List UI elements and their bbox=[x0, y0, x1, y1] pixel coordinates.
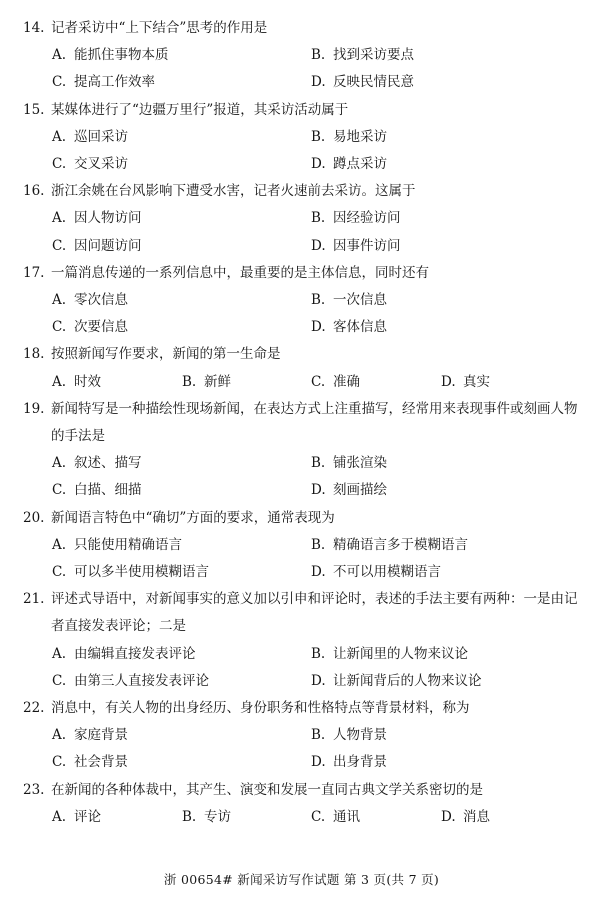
option-text: 一次信息 bbox=[333, 292, 387, 309]
answer-option bbox=[311, 532, 571, 559]
answer-option bbox=[52, 151, 311, 178]
option-text: 让新闻里的人物来议论 bbox=[333, 645, 468, 662]
question-number: 19. bbox=[23, 400, 45, 417]
option-letter: B. bbox=[311, 645, 326, 662]
option-row bbox=[0, 804, 603, 831]
question-text: 消息中，有关人物的出身经历、身份职务和性格特点等背景材料，称为 bbox=[51, 700, 470, 717]
option-text: 不可以用模糊语言 bbox=[333, 564, 441, 581]
question-number: 22. bbox=[23, 700, 45, 717]
answer-option bbox=[52, 42, 311, 69]
question-block bbox=[0, 178, 603, 260]
option-row bbox=[0, 722, 603, 749]
option-letter: C. bbox=[52, 156, 67, 173]
question-number: 17. bbox=[23, 264, 45, 281]
option-text: 准确 bbox=[333, 373, 360, 390]
answer-option bbox=[311, 369, 441, 396]
option-letter: B. bbox=[311, 536, 326, 553]
answer-option bbox=[52, 450, 311, 477]
option-text: 易地采访 bbox=[333, 128, 387, 145]
question-number: 23. bbox=[23, 781, 45, 798]
option-text: 蹲点采访 bbox=[333, 156, 387, 173]
option-letter: B. bbox=[182, 808, 197, 825]
option-row bbox=[0, 559, 603, 586]
answer-option bbox=[52, 369, 182, 396]
answer-option bbox=[311, 124, 571, 151]
option-letter: D. bbox=[311, 564, 326, 581]
option-letter: B. bbox=[311, 47, 326, 64]
question-block bbox=[0, 260, 603, 342]
option-text: 通讯 bbox=[333, 808, 360, 825]
option-text: 铺张渲染 bbox=[333, 455, 387, 472]
question-number: 14. bbox=[23, 20, 45, 36]
question-text: 在新闻的各种体裁中，其产生、演变和发展一直同古典文学关系密切的是 bbox=[51, 781, 483, 798]
question-block bbox=[0, 505, 603, 587]
answer-option bbox=[52, 287, 311, 314]
answer-option bbox=[52, 314, 311, 341]
answer-option bbox=[52, 477, 311, 504]
option-letter: D. bbox=[311, 672, 326, 689]
answer-option bbox=[311, 722, 571, 749]
answer-option bbox=[52, 124, 311, 151]
answer-option bbox=[311, 205, 571, 232]
option-text: 由第三人直接发表评论 bbox=[74, 672, 209, 689]
option-text: 因经验访问 bbox=[333, 210, 401, 227]
answer-option bbox=[52, 804, 182, 831]
option-letter: A. bbox=[52, 128, 67, 145]
option-letter: C. bbox=[311, 373, 326, 390]
option-text: 因人物访问 bbox=[74, 210, 142, 227]
option-row bbox=[0, 477, 603, 504]
option-letter: C. bbox=[52, 237, 67, 254]
option-letter: C. bbox=[52, 74, 67, 91]
option-row bbox=[0, 42, 603, 69]
option-letter: A. bbox=[52, 536, 67, 553]
option-letter: A. bbox=[52, 373, 67, 390]
answer-option bbox=[441, 804, 571, 831]
option-letter: D. bbox=[311, 156, 326, 173]
question-stem bbox=[0, 396, 603, 450]
option-text: 社会背景 bbox=[74, 754, 128, 771]
option-letter: D. bbox=[311, 74, 326, 91]
option-letter: B. bbox=[311, 727, 326, 744]
answer-option bbox=[311, 641, 571, 668]
answer-option bbox=[52, 641, 311, 668]
option-letter: C. bbox=[311, 808, 326, 825]
option-text: 评论 bbox=[74, 808, 101, 825]
answer-option bbox=[52, 233, 311, 260]
option-text: 次要信息 bbox=[74, 319, 128, 336]
option-letter: B. bbox=[311, 128, 326, 145]
option-row bbox=[0, 369, 603, 396]
option-text: 能抓住事物本质 bbox=[74, 47, 169, 64]
option-row bbox=[0, 450, 603, 477]
question-text: 按照新闻写作要求，新闻的第一生命是 bbox=[51, 346, 281, 363]
option-row bbox=[0, 668, 603, 695]
option-letter: C. bbox=[52, 754, 67, 771]
option-text: 因问题访问 bbox=[74, 237, 142, 254]
option-letter: B. bbox=[311, 292, 326, 309]
question-list bbox=[0, 15, 603, 831]
question-stem bbox=[0, 260, 603, 287]
option-letter: A. bbox=[52, 645, 67, 662]
page-footer: 浙 00654# 新闻采访写作试题 第 3 页(共 7 页) bbox=[163, 872, 440, 887]
question-block bbox=[0, 396, 603, 505]
option-row bbox=[0, 124, 603, 151]
option-text: 让新闻背后的人物来议论 bbox=[333, 672, 482, 689]
option-letter: A. bbox=[52, 292, 67, 309]
option-letter: B. bbox=[311, 455, 326, 472]
option-row bbox=[0, 205, 603, 232]
question-block bbox=[0, 341, 603, 395]
answer-option bbox=[311, 749, 571, 776]
answer-option bbox=[311, 42, 571, 69]
answer-option bbox=[311, 287, 571, 314]
option-letter: D. bbox=[441, 808, 456, 825]
option-row bbox=[0, 641, 603, 668]
answer-option bbox=[311, 69, 571, 96]
option-letter: D. bbox=[441, 373, 456, 390]
option-text: 白描、细描 bbox=[74, 482, 142, 499]
answer-option bbox=[52, 559, 311, 586]
question-number: 18. bbox=[23, 346, 45, 363]
answer-option bbox=[52, 532, 311, 559]
question-number: 15. bbox=[23, 101, 45, 118]
option-letter: C. bbox=[52, 672, 67, 689]
option-row bbox=[0, 151, 603, 178]
option-letter: D. bbox=[311, 237, 326, 254]
question-stem bbox=[0, 178, 603, 205]
option-letter: D. bbox=[311, 754, 326, 771]
question-number: 20. bbox=[23, 509, 45, 526]
option-letter: A. bbox=[52, 455, 67, 472]
question-text: 评述式导语中，对新闻事实的意义加以引申和评论时，表述的手法主要有两种：一是由记者直接发表评论；二是 bbox=[51, 591, 578, 635]
question-text: 某媒体进行了“边疆万里行”报道，其采访活动属于 bbox=[51, 101, 349, 118]
answer-option bbox=[311, 233, 571, 260]
option-text: 专访 bbox=[204, 808, 231, 825]
question-text: 记者采访中“上下结合”思考的作用是 bbox=[51, 20, 268, 36]
option-text: 刻画描绘 bbox=[333, 482, 387, 499]
option-text: 消息 bbox=[463, 808, 490, 825]
answer-option bbox=[52, 69, 311, 96]
option-letter: A. bbox=[52, 210, 67, 227]
question-number: 16. bbox=[23, 183, 45, 200]
answer-option bbox=[182, 804, 311, 831]
answer-option bbox=[441, 369, 571, 396]
option-text: 可以多半使用模糊语言 bbox=[74, 564, 209, 581]
option-text: 出身背景 bbox=[333, 754, 387, 771]
option-text: 找到采访要点 bbox=[333, 47, 414, 64]
question-block bbox=[0, 586, 603, 695]
answer-option bbox=[311, 450, 571, 477]
option-text: 新鲜 bbox=[204, 373, 231, 390]
option-text: 反映民情民意 bbox=[333, 74, 414, 91]
option-text: 由编辑直接发表评论 bbox=[74, 645, 196, 662]
answer-option bbox=[52, 722, 311, 749]
answer-option bbox=[311, 314, 571, 341]
option-row bbox=[0, 314, 603, 341]
option-letter: A. bbox=[52, 47, 67, 64]
answer-option bbox=[311, 151, 571, 178]
option-letter: A. bbox=[52, 808, 67, 825]
option-text: 叙述、描写 bbox=[74, 455, 142, 472]
option-letter: A. bbox=[52, 727, 67, 744]
option-text: 客体信息 bbox=[333, 319, 387, 336]
option-text: 交叉采访 bbox=[74, 156, 128, 173]
option-letter: C. bbox=[52, 564, 67, 581]
question-text: 一篇消息传递的一系列信息中，最重要的是主体信息，同时还有 bbox=[51, 264, 429, 281]
question-text: 浙江余姚在台风影响下遭受水害，记者火速前去采访。这属于 bbox=[51, 183, 416, 200]
option-row bbox=[0, 532, 603, 559]
answer-option bbox=[52, 205, 311, 232]
answer-option bbox=[311, 668, 571, 695]
question-stem bbox=[0, 777, 603, 804]
question-stem bbox=[0, 695, 603, 722]
option-letter: C. bbox=[52, 482, 67, 499]
option-text: 时效 bbox=[74, 373, 101, 390]
option-letter: B. bbox=[311, 210, 326, 227]
question-block bbox=[0, 695, 603, 777]
option-text: 巡回采访 bbox=[74, 128, 128, 145]
option-row bbox=[0, 233, 603, 260]
question-stem bbox=[0, 15, 603, 42]
answer-option bbox=[311, 477, 571, 504]
option-letter: B. bbox=[182, 373, 197, 390]
question-stem bbox=[0, 586, 603, 640]
answer-option bbox=[311, 804, 441, 831]
option-text: 精确语言多于模糊语言 bbox=[333, 536, 468, 553]
option-row bbox=[0, 69, 603, 96]
question-block bbox=[0, 777, 603, 831]
option-row bbox=[0, 749, 603, 776]
option-letter: D. bbox=[311, 319, 326, 336]
option-row bbox=[0, 287, 603, 314]
question-stem bbox=[0, 341, 603, 368]
answer-option bbox=[311, 559, 571, 586]
question-stem bbox=[0, 97, 603, 124]
option-text: 零次信息 bbox=[74, 292, 128, 309]
option-letter: D. bbox=[311, 482, 326, 499]
option-text: 因事件访问 bbox=[333, 237, 401, 254]
question-block bbox=[0, 97, 603, 179]
option-letter: C. bbox=[52, 319, 67, 336]
option-text: 提高工作效率 bbox=[74, 74, 155, 91]
question-stem bbox=[0, 505, 603, 532]
question-block bbox=[0, 15, 603, 97]
question-number: 21. bbox=[23, 591, 45, 608]
answer-option bbox=[52, 749, 311, 776]
option-text: 只能使用精确语言 bbox=[74, 536, 182, 553]
option-text: 人物背景 bbox=[333, 727, 387, 744]
question-text: 新闻特写是一种描绘性现场新闻，在表达方式上注重描写，经常用来表现事件或刻画人物的手法是 bbox=[51, 400, 578, 445]
option-text: 家庭背景 bbox=[74, 727, 128, 744]
question-text: 新闻语言特色中“确切”方面的要求，通常表现为 bbox=[51, 509, 335, 526]
option-text: 真实 bbox=[463, 373, 490, 390]
answer-option bbox=[182, 369, 311, 396]
answer-option bbox=[52, 668, 311, 695]
